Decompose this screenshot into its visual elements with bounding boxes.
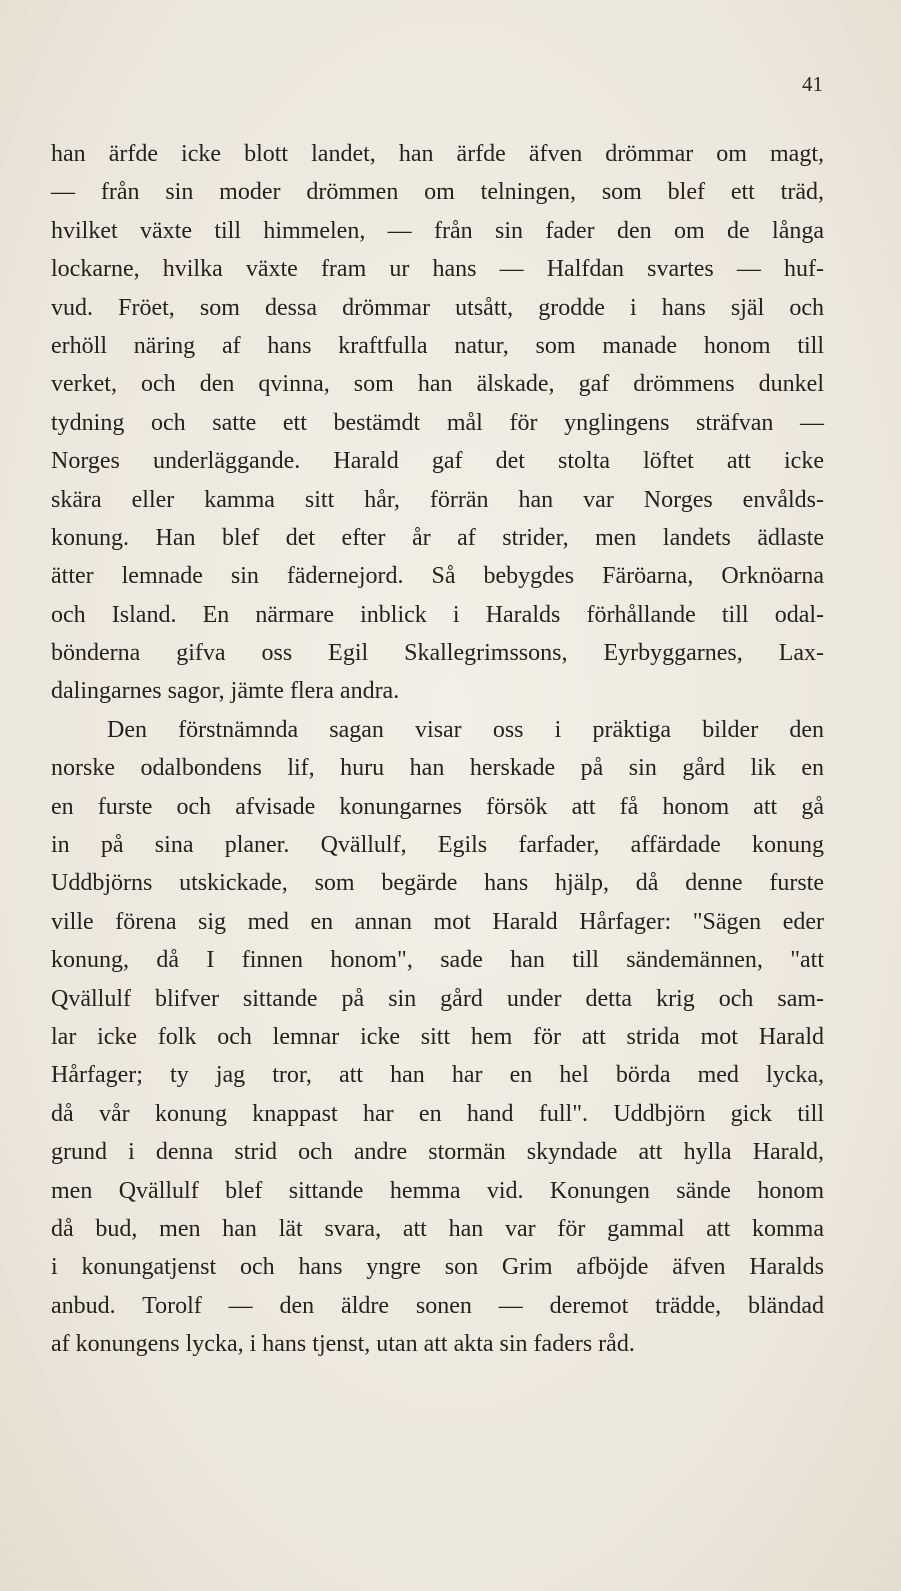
text-line: men Qvällulf blef sittande hemma vid. Konungen sände honom	[51, 1177, 824, 1204]
text-line: Uddbjörns utskickade, som begärde hans hjälp, då denne furste	[51, 870, 824, 897]
text-line: konung, då I finnen honom", sade han till sändemännen, "att	[51, 947, 824, 974]
text-line: i konungatjenst och hans yngre son Grim afböjde äfven Haralds	[51, 1254, 824, 1281]
text-line: hvilket växte till himmelen, — från sin fader den om de långa	[51, 217, 824, 244]
text-line: då bud, men han lät svara, att han var för gammal att komma	[51, 1215, 824, 1242]
text-line: in på sina planer. Qvällulf, Egils farfader, affärdade konung	[51, 832, 824, 859]
text-line: tydning och satte ett bestämdt mål för ynglingens sträfvan —	[51, 409, 824, 436]
body-text	[51, 135, 824, 1364]
text-line: han ärfde icke blott landet, han ärfde äfven drömmar om magt,	[51, 141, 824, 167]
text-line: erhöll näring af hans kraftfulla natur, som manade honom till	[51, 332, 824, 359]
text-line: — från sin moder drömmen om telningen, som blef ett träd,	[51, 179, 824, 206]
text-line: dalingarnes sagor, jämte flera andra.	[51, 678, 400, 705]
text-line: då vår konung knappast har en hand full". Uddbjörn gick till	[51, 1100, 824, 1127]
text-line: Norges underläggande. Harald gaf det stolta löftet att icke	[51, 448, 824, 475]
text-line: en furste och afvisade konungarnes försök att få honom att gå	[51, 793, 824, 820]
text-line: anbud. Torolf — den äldre sonen — deremot trädde, bländad	[51, 1292, 824, 1319]
text-line: norske odalbondens lif, huru han herskade på sin gård lik en	[51, 755, 824, 782]
text-line: ville förena sig med en annan mot Harald Hårfager: "Sägen eder	[51, 908, 824, 935]
text-line: grund i denna strid och andre stormän skyndade att hylla Harald,	[51, 1139, 824, 1166]
text-line: lar icke folk och lemnar icke sitt hem för att strida mot Harald	[51, 1023, 824, 1050]
text-line: Den förstnämnda sagan visar oss i präktiga bilder den	[107, 716, 824, 743]
text-line: vud. Fröet, som dessa drömmar utsått, grodde i hans själ och	[51, 294, 824, 321]
text-line: skära eller kamma sitt hår, förrän han var Norges envålds-	[51, 486, 824, 513]
text-line: lockarne, hvilka växte fram ur hans — Halfdan svartes — huf-	[51, 256, 824, 283]
text-line: verket, och den qvinna, som han älskade, gaf drömmens dunkel	[51, 371, 824, 398]
text-line: Hårfager; ty jag tror, att han har en hel börda med lycka,	[51, 1062, 824, 1089]
text-line: konung. Han blef det efter år af strider, men landets ädlaste	[51, 524, 824, 551]
text-line: bönderna gifva oss Egil Skallegrimssons, Eyrbyggarnes, Lax-	[51, 640, 824, 667]
text-line: ätter lemnade sin fädernejord. Så bebygdes Färöarna, Orknöarna	[51, 563, 824, 590]
text-line: och Island. En närmare inblick i Haralds förhållande till odal-	[51, 601, 824, 628]
text-line: Qvällulf blifver sittande på sin gård under detta krig och sam-	[51, 985, 824, 1012]
text-line: af konungens lycka, i hans tjenst, utan att akta sin faders råd.	[51, 1331, 635, 1358]
page-number: 41	[802, 72, 823, 96]
